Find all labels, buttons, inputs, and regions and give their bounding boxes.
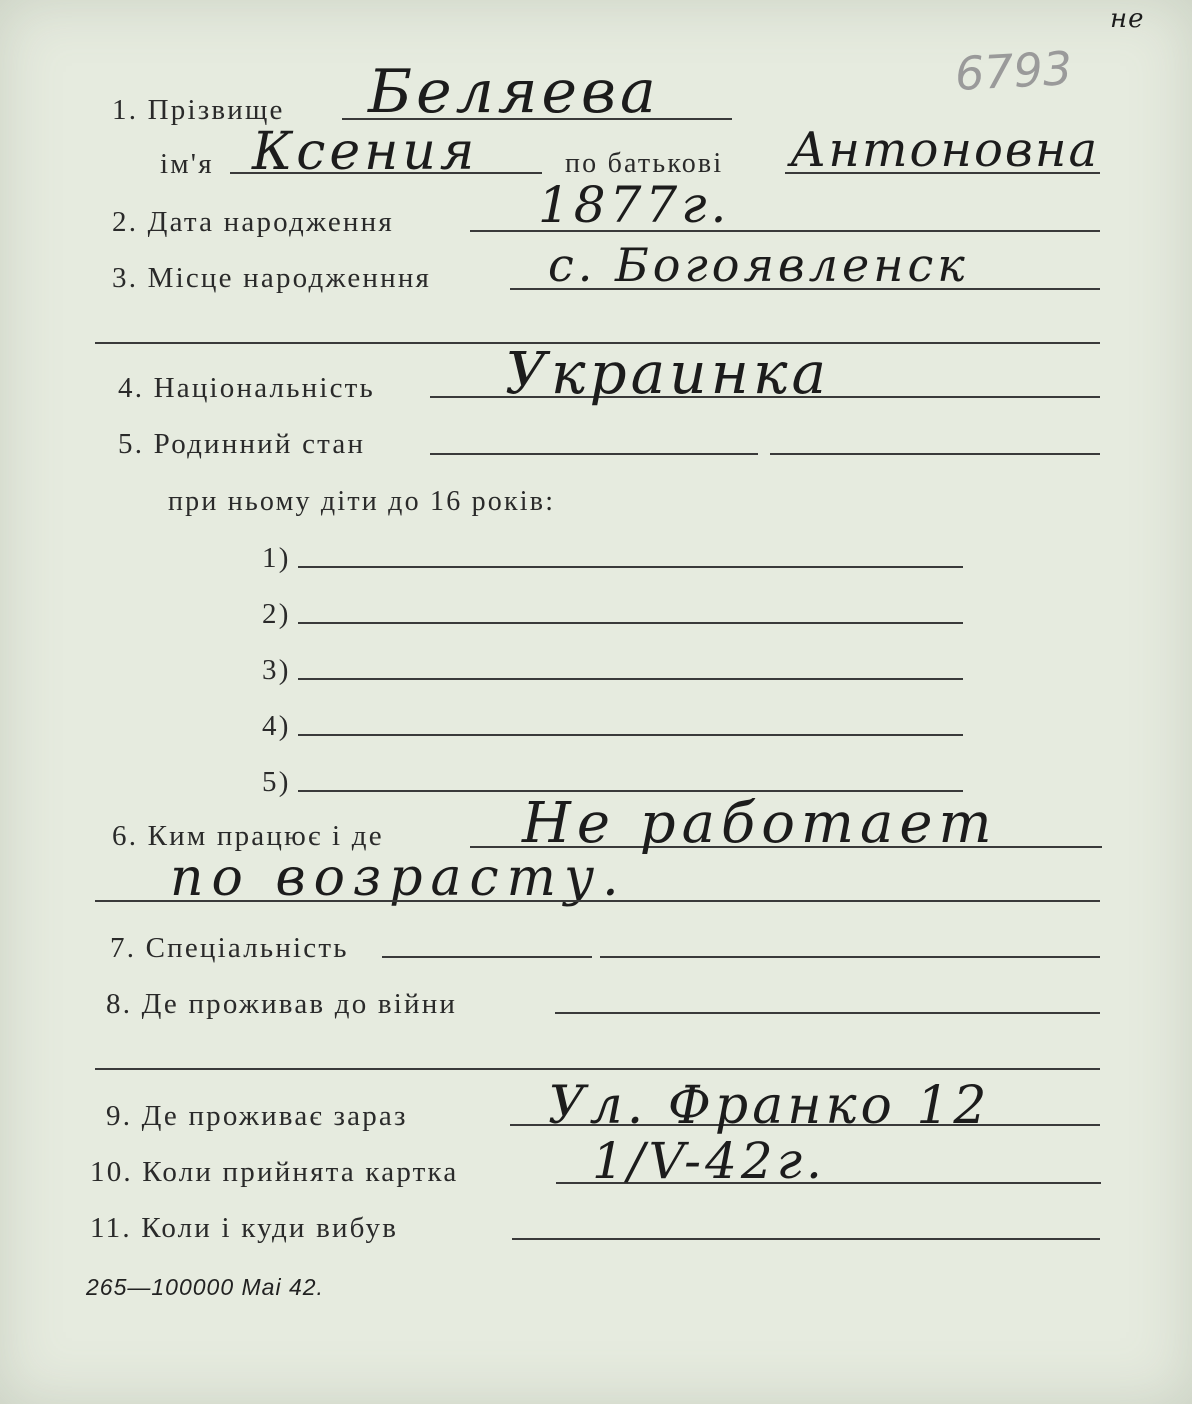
- surname-label: 1. Прізвище: [112, 94, 285, 126]
- prewar-line-2: [95, 1068, 1100, 1070]
- departed-label: 11. Коли і куди вибув: [90, 1212, 399, 1244]
- child-1-line: [298, 566, 963, 568]
- work-value-1: Не работает: [522, 791, 998, 856]
- work-label: 6. Ким працює і де: [112, 820, 384, 852]
- departed-line: [512, 1238, 1100, 1240]
- reference-number: 6793: [953, 40, 1074, 102]
- marital-label: 5. Родинний стан: [118, 428, 366, 460]
- birth-date-value: 1877г.: [538, 176, 731, 234]
- surname-value: Беляева: [368, 57, 660, 127]
- child-5-label: 5): [262, 766, 291, 798]
- print-code: 265—100000 Mai 42.: [86, 1274, 324, 1300]
- work-line-2: [95, 900, 1100, 902]
- card-date-value: 1/V-42г.: [592, 1132, 826, 1190]
- birth-date-label: 2. Дата народження: [112, 206, 394, 238]
- child-4-line: [298, 734, 963, 736]
- child-4-label: 4): [262, 710, 291, 742]
- nationality-value: Украинка: [505, 339, 831, 407]
- prewar-line: [555, 1012, 1100, 1014]
- birth-place-label: 3. Місце народженння: [112, 262, 432, 294]
- child-2-line: [298, 622, 963, 624]
- specialty-label: 7. Спеціальність: [110, 932, 349, 964]
- child-3-label: 3): [262, 654, 291, 686]
- specialty-line-a: [382, 956, 592, 958]
- card-date-label: 10. Коли прийнята картка: [90, 1156, 459, 1188]
- child-2-label: 2): [262, 598, 291, 630]
- prewar-label: 8. Де проживав до війни: [106, 988, 458, 1020]
- patronymic-value: Антоновна: [790, 122, 1100, 178]
- corner-mark: не: [1110, 4, 1145, 34]
- current-address-value: Ул. Франко 12: [548, 1076, 991, 1136]
- patronymic-label: по батькові: [565, 148, 724, 179]
- birth-place-value: с. Богоявленск: [548, 238, 969, 292]
- name-value: Ксения: [252, 122, 479, 182]
- child-3-line: [298, 678, 963, 680]
- name-label: ім'я: [160, 148, 214, 180]
- child-1-label: 1): [262, 542, 291, 574]
- nationality-label: 4. Національність: [118, 372, 375, 404]
- specialty-line-b: [600, 956, 1100, 958]
- marital-line-b: [770, 453, 1100, 455]
- marital-line-a: [430, 453, 758, 455]
- children-label: при ньому діти до 16 років:: [168, 486, 556, 517]
- current-label: 9. Де проживає зараз: [106, 1100, 408, 1132]
- work-value-2: по возрасту.: [170, 848, 627, 908]
